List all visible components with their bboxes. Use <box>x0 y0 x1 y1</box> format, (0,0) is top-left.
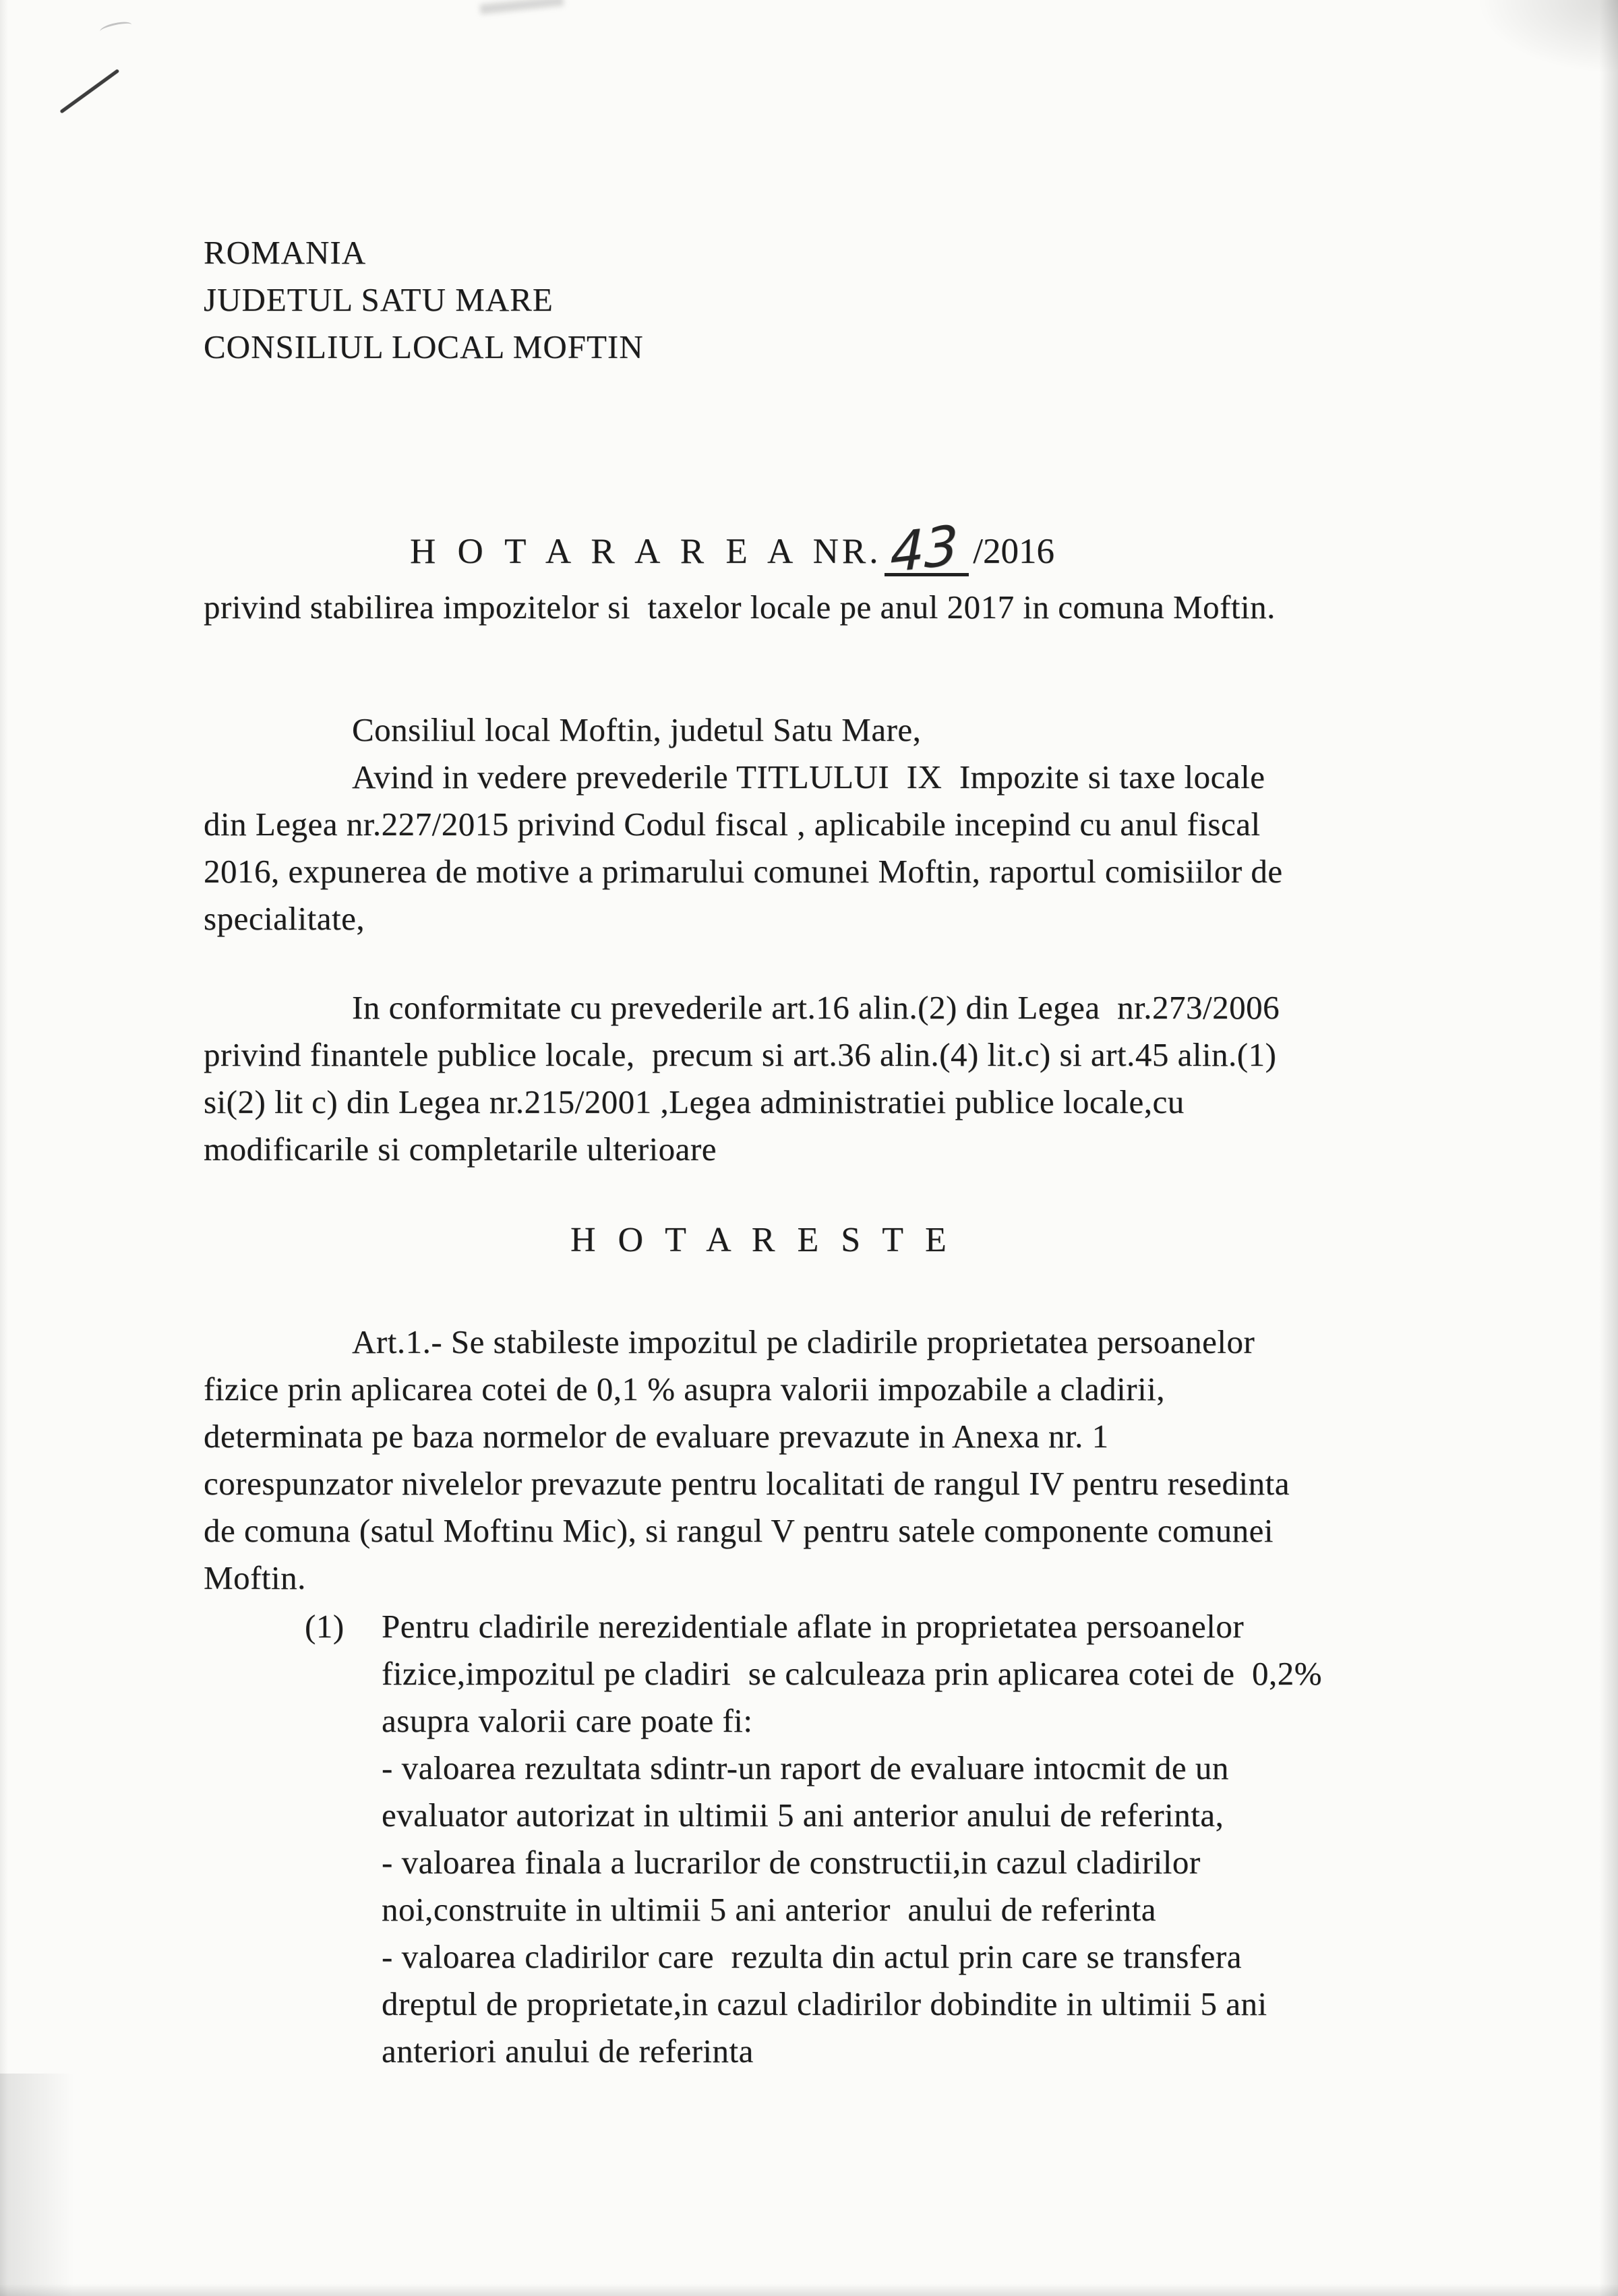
article-1-paragraph <box>204 1319 1290 1602</box>
item-line: Pentru cladirile nerezidentiale aflate in proprietatea persoanelor <box>382 1608 1245 1645</box>
decision-heading: H O T A R E S T E <box>570 1221 953 1259</box>
decision-subtitle: privind stabilirea impozitelor si taxelor locale pe anul 2017 in comuna Moftin. <box>204 588 1276 626</box>
item-line: dreptul de proprietate,in cazul cladirilor dobindite in ultimii 5 ani <box>382 1985 1267 2022</box>
preamble-line: din Legea nr.227/2015 privind Codul fiscal , aplicabile incepind cu anul fiscal <box>204 806 1261 843</box>
article-line: fizice prin aplicarea cotei de 0,1 % asupra valorii impozabile a cladirii, <box>204 1370 1166 1408</box>
item-line: - valoarea rezultata sdintr-un raport de evaluare intocmit de un <box>382 1749 1229 1786</box>
scan-smudge <box>480 0 564 14</box>
article-line: corespunzator nivelelor prevazute pentru localitati de rangul IV pentru resedinta <box>204 1465 1290 1502</box>
scan-corner-shading-bottom-left <box>0 2074 74 2296</box>
scan-edge-shading-left <box>0 0 8 2296</box>
decision-title <box>410 513 1055 585</box>
item-line: evaluator autorizat in ultimii 5 ani anterior anului de referinta, <box>382 1796 1224 1834</box>
legal-basis-paragraph <box>204 984 1280 1173</box>
pen-stroke-artifact <box>60 69 120 113</box>
handwritten-decision-number: 43 <box>889 513 958 585</box>
preamble-line: modificarile si completarile ulterioare <box>204 1130 717 1168</box>
preamble-line: si(2) lit c) din Legea nr.215/2001 ,Legea administratiei publice locale,cu <box>204 1083 1185 1120</box>
item-marker: (1) <box>305 1608 344 1645</box>
article-1-item-1 <box>305 1603 1323 2075</box>
preamble-line: Avind in vedere prevederile TITLULUI IX Impozite si taxe locale <box>352 758 1265 795</box>
letterhead-country: ROMANIA <box>204 234 367 271</box>
article-line: Moftin. <box>204 1559 306 1596</box>
item-line: asupra valorii care poate fi: <box>382 1702 753 1739</box>
scan-edge-shading-right <box>1599 0 1618 2296</box>
preamble-paragraphs <box>204 706 1283 942</box>
article-line: de comuna (satul Moftinu Mic), si rangul V pentru satele componente comunei <box>204 1512 1274 1549</box>
preamble-line: specialitate, <box>204 900 365 937</box>
letterhead-county: JUDETUL SATU MARE <box>204 281 553 318</box>
scan-edge-shading-bottom <box>0 2284 1618 2296</box>
preamble-line: 2016, expunerea de motive a primarului comunei Moftin, raportul comisiilor de <box>204 853 1283 890</box>
preamble-line: Consiliul local Moftin, judetul Satu Mare, <box>352 711 922 748</box>
item-line: - valoarea cladirilor care rezulta din actul prin care se transfera <box>382 1938 1242 1975</box>
faint-pen-mark <box>99 20 133 36</box>
preamble-line: In conformitate cu prevederile art.16 alin.(2) din Legea nr.273/2006 <box>352 989 1280 1026</box>
item-line: noi,construite in ultimii 5 ani anterior anului de referinta <box>382 1891 1157 1928</box>
preamble-line: privind finantele publice locale, precum si art.36 alin.(4) lit.c) si art.45 alin.(1) <box>204 1036 1277 1073</box>
decision-number-underline <box>885 513 969 585</box>
decision-title-prefix: H O T A R A R E A NR. <box>410 532 882 571</box>
letterhead <box>204 229 644 371</box>
item-line: anteriori anului de referinta <box>382 2032 754 2070</box>
article-line: determinata pe baza normelor de evaluare prevazute in Anexa nr. 1 <box>204 1418 1109 1455</box>
letterhead-council: CONSILIUL LOCAL MOFTIN <box>204 328 644 365</box>
item-line: fizice,impozitul pe cladiri se calculeaza prin aplicarea cotei de 0,2% <box>382 1655 1323 1692</box>
scan-corner-shading-top-right <box>1476 0 1618 74</box>
decision-title-year: /2016 <box>973 532 1055 571</box>
article-line: Art.1.- Se stabileste impozitul pe cladirile proprietatea persoanelor <box>352 1323 1255 1360</box>
item-line: - valoarea finala a lucrarilor de constructii,in cazul cladirilor <box>382 1844 1201 1881</box>
